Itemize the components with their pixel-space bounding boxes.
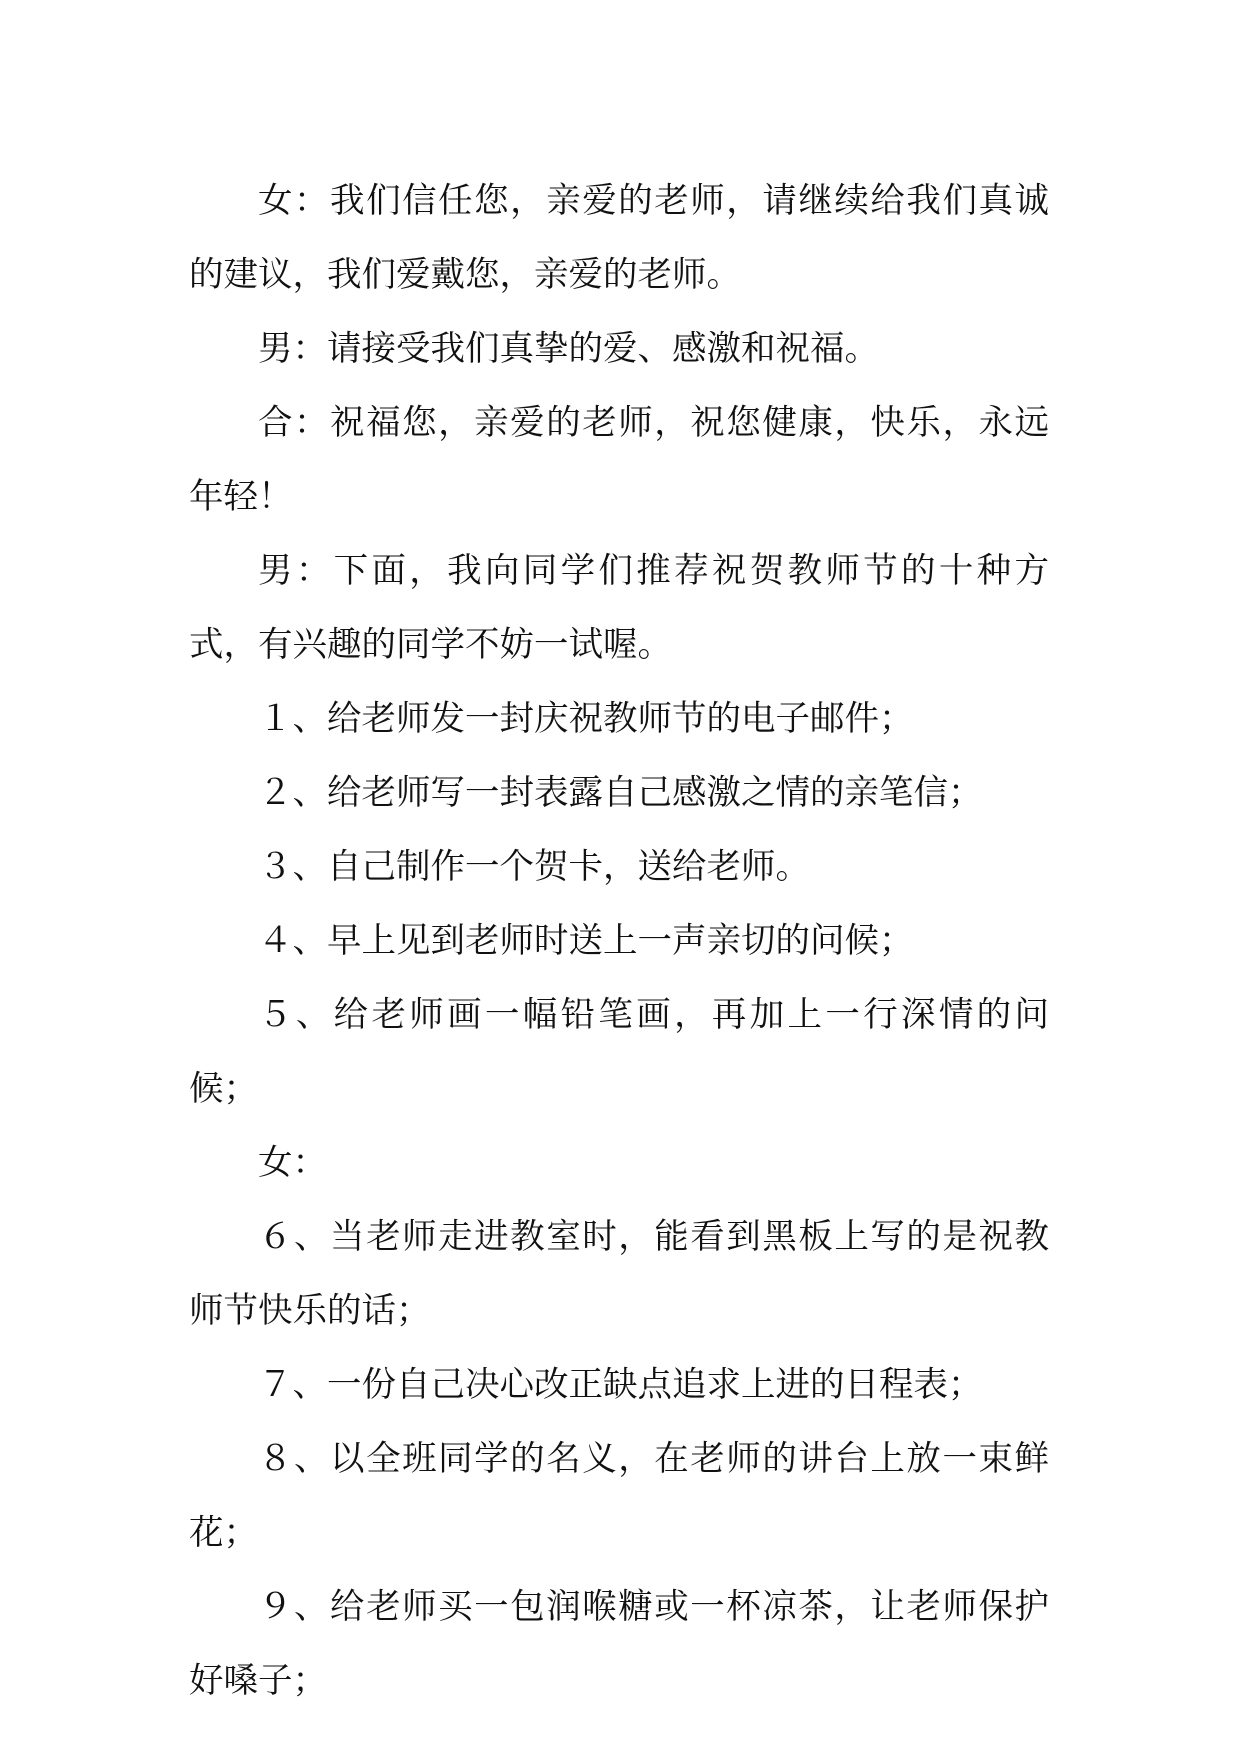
paragraph-male-accept: 男：请接受我们真挚的爱、感激和祝福。 — [258, 329, 879, 369]
list-item-5: ５、给老师画一幅铅笔画，再加上一行深情的问候； — [189, 995, 1049, 1109]
list-item-2: ２、给老师写一封表露自己感激之情的亲笔信； — [258, 773, 983, 813]
list-item-1: １、给老师发一封庆祝教师节的电子邮件； — [258, 699, 914, 739]
list-item-6: ６、当老师走进教室时，能看到黑板上写的是祝教师节快乐的话； — [189, 1217, 1049, 1331]
paragraph-together-bless: 合：祝福您，亲爱的老师，祝您健康，快乐，永远年轻！ — [189, 403, 1049, 517]
list-item-7: ７、一份自己决心改正缺点追求上进的日程表； — [258, 1365, 983, 1405]
document-body — [189, 164, 1049, 1718]
list-item-4: ４、早上见到老师时送上一声亲切的问候； — [258, 921, 914, 961]
paragraph-female-trust: 女：我们信任您，亲爱的老师，请继续给我们真诚的建议，我们爱戴您，亲爱的老师。 — [189, 181, 1049, 295]
list-item-3: ３、自己制作一个贺卡，送给老师。 — [258, 847, 810, 887]
list-item-8: ８、以全班同学的名义，在老师的讲台上放一束鲜花； — [189, 1439, 1049, 1553]
list-item-9: ９、给老师买一包润喉糖或一杯凉茶，让老师保护好嗓子； — [189, 1587, 1049, 1701]
paragraph-male-recommend: 男：下面，我向同学们推荐祝贺教师节的十种方式，有兴趣的同学不妨一试喔。 — [189, 551, 1049, 665]
paragraph-female-speaker: 女： — [258, 1143, 327, 1183]
